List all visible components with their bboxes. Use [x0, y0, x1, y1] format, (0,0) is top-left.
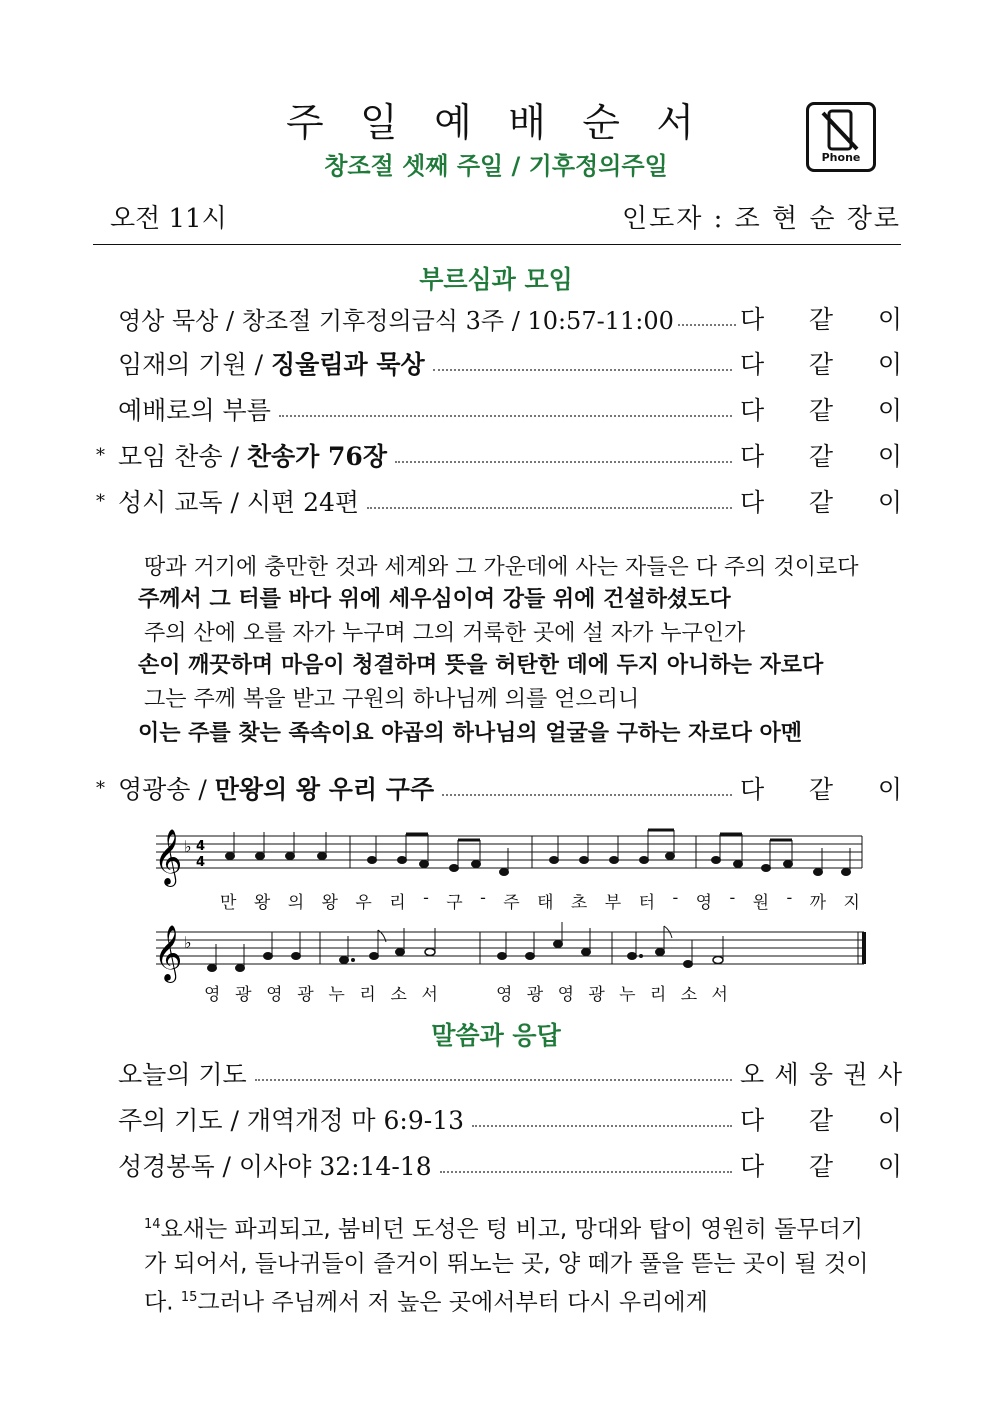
- music-staff: [150, 826, 870, 896]
- standing-mark: *: [96, 777, 105, 799]
- who-char: 이: [877, 396, 902, 425]
- lyric-syllable: 까: [809, 893, 827, 913]
- standing-mark: *: [96, 490, 105, 512]
- note-icon: [554, 922, 563, 948]
- treble-clef-icon: 𝄞: [154, 829, 183, 885]
- who-char: 이: [877, 350, 902, 379]
- who-char: 다: [740, 775, 765, 804]
- psalm-line-response: 주께서 그 터를 바다 위에 세우심이여 강들 위에 건설하셨도다: [138, 587, 731, 612]
- header-divider: [93, 244, 901, 245]
- who-char: 같: [808, 1106, 834, 1135]
- who-char: 사: [877, 1060, 902, 1089]
- lyric-syllable: 왕: [321, 893, 338, 913]
- who-char: 웅: [808, 1060, 834, 1089]
- lyric-syllable: 구: [446, 893, 463, 913]
- who-char: 같: [808, 488, 834, 517]
- lyric-syllable: -: [672, 888, 679, 908]
- order-item-label: 예배로의 부름: [118, 396, 271, 425]
- note-icon: [498, 932, 507, 960]
- order-item-label: 영상 묵상 / 창조절 기후정의금식 3주 / 10:57-11:00: [118, 306, 674, 335]
- order-item-label: 오늘의 기도: [118, 1060, 247, 1089]
- lyric-syllable: 주: [503, 893, 520, 913]
- who-char: 권: [843, 1060, 868, 1089]
- order-item-who: [740, 1101, 902, 1137]
- order-item-gloria: [96, 769, 902, 807]
- who-char: 세: [774, 1060, 799, 1089]
- who-char: 다: [740, 442, 765, 471]
- note-icon: [398, 834, 429, 868]
- lyric-syllable: 영: [496, 985, 513, 1005]
- psalm-line-leader: 땅과 거기에 충만한 것과 세계와 그 가운데에 사는 자들은 다 주의 것이로다: [144, 555, 859, 580]
- lyric-syllable: 리: [389, 893, 406, 913]
- lyric-syllable: 부: [604, 893, 622, 913]
- verse-number: 15: [180, 1289, 198, 1305]
- note-icon: [656, 926, 673, 956]
- order-item: [96, 344, 902, 382]
- lyric-syllable: 초: [570, 893, 588, 913]
- svg-text:4: 4: [196, 839, 206, 854]
- section-gathering: 부르심과 모임: [419, 265, 573, 294]
- dot-leader: [255, 1079, 732, 1081]
- who-char: 오: [740, 1060, 765, 1089]
- note-icon: [628, 932, 643, 960]
- note-icon: [550, 836, 559, 864]
- who-char: 다: [740, 1106, 765, 1135]
- page-title: 주 일 예 배 순 서: [285, 101, 707, 146]
- who-char: 다: [740, 350, 765, 379]
- order-item-who: [740, 345, 902, 381]
- who-char: 같: [808, 350, 834, 379]
- lyric-syllable: 광: [526, 985, 544, 1005]
- note-icon: [526, 932, 535, 960]
- who-char: 다: [740, 1152, 765, 1181]
- who-char: 이: [877, 442, 902, 471]
- note-icon: [712, 834, 743, 868]
- note-icon: [292, 932, 301, 960]
- order-item: [96, 390, 902, 428]
- no-phone-icon: [806, 102, 876, 172]
- order-item: [96, 1100, 902, 1138]
- lyric-syllable: -: [786, 888, 793, 908]
- service-time: 오전 11시: [110, 204, 227, 234]
- lyric-syllable: 왕: [253, 893, 271, 913]
- note-icon: [684, 940, 693, 968]
- order-item: [96, 436, 902, 474]
- lyric-syllable: 광: [297, 985, 314, 1005]
- order-item-who: [740, 483, 902, 519]
- lyric-syllable: 리: [359, 985, 376, 1005]
- dot-leader: [678, 324, 736, 326]
- lyric-syllable: 누: [328, 985, 345, 1005]
- lyric-syllable: 영: [204, 985, 221, 1005]
- note-icon: [368, 836, 377, 864]
- dot-leader: [395, 461, 732, 463]
- lyric-syllable: 서: [711, 985, 728, 1005]
- order-item: [96, 1146, 902, 1184]
- who-char: 다: [740, 396, 765, 425]
- svg-text:4: 4: [196, 855, 206, 870]
- who-char: 같: [808, 775, 834, 804]
- order-item-label: 성경봉독 / 이사야 32:14-18: [118, 1152, 432, 1181]
- dot-leader: [367, 507, 732, 509]
- order-item-who: [740, 300, 902, 336]
- note-icon: [640, 830, 675, 864]
- section-word: 말씀과 응답: [431, 1021, 561, 1050]
- verse-number: 14: [144, 1217, 161, 1232]
- flat-icon: ♭: [184, 933, 192, 952]
- note-icon: [762, 840, 793, 872]
- lyric-syllable: 의: [287, 893, 305, 913]
- standing-mark: *: [96, 444, 105, 466]
- note-icon: [264, 932, 273, 960]
- dot-leader: [442, 794, 732, 796]
- order-item-who: [740, 1055, 902, 1091]
- order-item-label: 임재의 기원 / 징울림과 묵상: [118, 350, 425, 379]
- verse-text: 그러나 주님께서 저 높은 곳에서부터 다시 우리에게: [197, 1289, 708, 1316]
- order-item-who: [740, 770, 902, 806]
- flat-icon: ♭: [184, 837, 192, 856]
- lyric-syllable: 태: [537, 893, 554, 913]
- dot-leader: [440, 1171, 732, 1173]
- treble-clef-icon: 𝄞: [154, 925, 183, 981]
- who-char: 이: [877, 1106, 902, 1135]
- lyric-syllable: 서: [421, 985, 438, 1005]
- lyric-syllable: 원: [752, 893, 770, 913]
- lyric-syllable: 소: [680, 985, 698, 1005]
- order-item-label: 주의 기도 / 개역개정 마 6:9-13: [118, 1106, 465, 1135]
- who-char: 같: [808, 305, 834, 334]
- lyric-syllable: 우: [355, 893, 372, 913]
- lyric-syllable: -: [480, 888, 486, 908]
- who-char: 같: [808, 442, 834, 471]
- scripture-reading: [144, 1208, 884, 1319]
- lyric-syllable: 만: [220, 893, 237, 913]
- order-item-label: 성시 교독 / 시편 24편: [118, 488, 360, 517]
- order-item: [96, 299, 902, 337]
- who-char: 같: [808, 396, 834, 425]
- verse-text: 요새는 파괴되고, 붐비던 도성은 텅 비고, 망대와 탑이 영원히 돌무더기가 되어서, 들나귀들이 즐거이 뛰노는 곳, 양 떼가 풀을 뜯는 곳이 될 것이다.: [144, 1216, 869, 1316]
- dot-leader: [279, 415, 732, 417]
- music-staff: [150, 922, 870, 986]
- order-item-who: [740, 437, 902, 473]
- order-item-who: [740, 391, 902, 427]
- lyric-syllable: 누: [619, 985, 636, 1005]
- who-char: 이: [877, 305, 902, 334]
- order-item-label: 모임 찬송 / 찬송가 76장: [118, 442, 387, 471]
- lyric-syllable: 지: [843, 893, 860, 913]
- psalm-line-response: 이는 주를 찾는 족속이요 야곱의 하나님의 얼굴을 구하는 자로다 아멘: [138, 721, 802, 746]
- lyric-syllable: 터: [638, 893, 656, 913]
- who-char: 이: [877, 488, 902, 517]
- who-char: 같: [808, 1152, 834, 1181]
- psalm-line-leader: 그는 주께 복을 받고 구원의 하나님께 의를 얻으리니: [144, 687, 640, 712]
- note-icon: [450, 840, 481, 872]
- phone-label: Phone: [821, 151, 861, 164]
- page-subtitle: 창조절 셋째 주일 / 기후정의주일: [324, 152, 668, 180]
- order-item: [96, 1054, 902, 1092]
- note-icon: [610, 836, 619, 864]
- order-item-who: [740, 1147, 902, 1183]
- who-char: 이: [877, 1152, 902, 1181]
- lyric-syllable: 영: [266, 985, 283, 1005]
- lyric-syllable: 소: [390, 985, 407, 1005]
- who-char: 이: [877, 775, 902, 804]
- who-char: 다: [740, 488, 765, 517]
- note-icon: [370, 930, 387, 960]
- lyrics-line: [220, 888, 860, 913]
- dot-leader: [433, 369, 732, 371]
- lyric-syllable: -: [729, 888, 736, 908]
- service-leader: 인도자 : 조 현 순 장로: [622, 204, 902, 234]
- order-item-label: 영광송 / 만왕의 왕 우리 구주: [118, 775, 435, 804]
- lyric-syllable: 영: [695, 893, 713, 913]
- psalm-line-leader: 주의 산에 오를 자가 누구며 그의 거룩한 곳에 설 자가 누구인가: [144, 621, 746, 646]
- who-char: 다: [740, 305, 765, 334]
- lyric-syllable: 영: [557, 985, 574, 1005]
- lyric-syllable: 광: [588, 985, 605, 1005]
- lyric-syllable: 리: [649, 985, 667, 1005]
- dot-leader: [472, 1125, 732, 1127]
- lyric-syllable: 광: [235, 985, 252, 1005]
- order-item: [96, 482, 902, 520]
- psalm-line-response: 손이 깨끗하며 마음이 청결하며 뜻을 허탄한 데에 두지 아니하는 자로다: [138, 653, 824, 678]
- note-icon: [580, 836, 589, 864]
- lyric-syllable: -: [423, 888, 429, 908]
